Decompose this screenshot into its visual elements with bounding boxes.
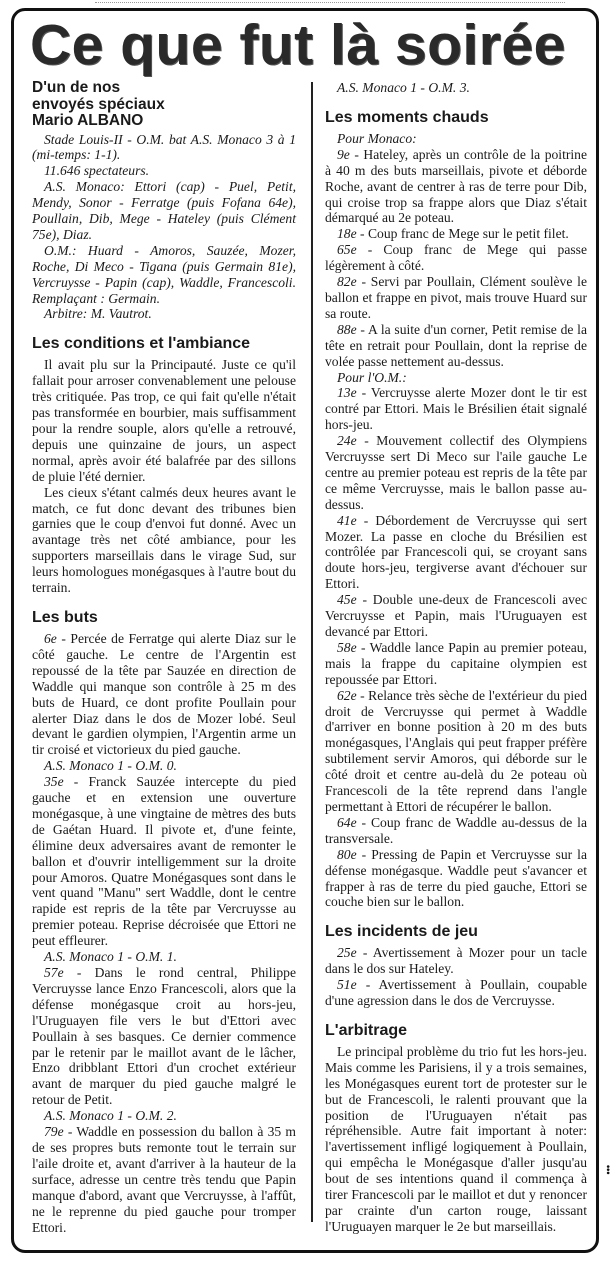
moment-text: - Hateley, après un contrôle de la poitrine à 40 m des buts marseillais, pivote et déborde Roche, avant de centrer à ras de terre pour Dib, qui croise trop sa frappe alors que Diaz s'était démarqué au 2e poteau. bbox=[325, 146, 587, 226]
moment-minute: 82e bbox=[337, 274, 357, 290]
moment-text: - Coup franc de Mege sur le petit filet. bbox=[356, 226, 569, 242]
moment-minute: 88e bbox=[337, 321, 357, 337]
moment-entry bbox=[325, 242, 587, 274]
refereeing-paragraph: Le principal problème du trio fut les hors-jeu. Mais comme les Parisiens, il y a trois semaines, les Monégasques eurent tort de protester sur le but de Francescoli, le ralenti prouvant que la position de l'Uruguayen n'était pas répréhensible. Autre fait important à noter: l'avertissement infligé logiquement à Poullain, qui empêcha le Monégasque d'aller jusqu'au bout de ses intentions quand il commença à tirer Francescoli par le maillot et dut y renoncer par crainte d'un carton rouge, laissant l'Uruguayen marquer le 2e but marseillais. bbox=[325, 1043, 587, 1234]
om-subheading: Pour l'O.M.: bbox=[337, 369, 407, 385]
moment-minute: 62e bbox=[337, 687, 357, 703]
incident-entry bbox=[325, 977, 587, 1009]
moment-minute: 24e bbox=[337, 433, 357, 449]
byline-line-1: D'un de nos bbox=[32, 79, 121, 96]
goal-minute: 6e bbox=[44, 630, 57, 646]
moment-text: - Coup franc de Mege qui passe légèrement à côté. bbox=[325, 242, 587, 274]
goal-entry bbox=[32, 774, 296, 949]
moment-text: - Waddle lance Papin au premier poteau, mais la frappe du capitaine olympien est repoussée par Ettori. bbox=[325, 639, 587, 687]
moment-minute: 64e bbox=[337, 814, 357, 830]
moment-entry bbox=[325, 147, 587, 227]
moment-text: - Mouvement collectif des Olympiens Vercruysse sert Di Meco sur l'aile gauche Le centre au premier poteau est repris de la tête par ce même Vercruysse, mais le ballon passe au-dessus. bbox=[325, 433, 587, 512]
moment-entry bbox=[325, 592, 587, 640]
moment-text: - Coup franc de Waddle au-dessus de la transversale. bbox=[325, 814, 587, 846]
referee-name: Arbitre: M. Vautrot. bbox=[44, 306, 152, 322]
moment-entry bbox=[325, 815, 587, 847]
byline-author: Mario ALBANO bbox=[32, 112, 144, 129]
goal-minute: 35e bbox=[44, 774, 64, 790]
byline-line-2: envoyés spéciaux bbox=[32, 95, 165, 113]
goal-minute: 57e bbox=[44, 965, 64, 980]
moment-minute: 65e bbox=[337, 242, 357, 258]
moment-entry bbox=[325, 322, 587, 370]
moment-entry bbox=[325, 640, 587, 688]
section-title-conditions: Les conditions et l'ambiance bbox=[32, 335, 251, 353]
moment-entry bbox=[325, 226, 587, 242]
goal-score: A.S. Monaco 1 - O.M. 3. bbox=[337, 80, 470, 95]
margin-mark: ••• bbox=[603, 1165, 613, 1175]
section-title-goals: Les buts bbox=[32, 608, 98, 626]
moment-entry bbox=[325, 433, 587, 513]
goal-score: A.S. Monaco 1 - O.M. 2. bbox=[44, 1108, 177, 1124]
section-title-incidents: Les incidents de jeu bbox=[325, 923, 478, 941]
om-lineup: O.M.: Huard - Amoros, Sauzée, Mozer, Roche, Di Meco - Tigana (puis Germain 81e), Vercruysse - Papin (cap), Waddle, Francescoli. Remplaçant : Germain. bbox=[32, 242, 296, 306]
headline: Ce que fut là soirée bbox=[30, 13, 566, 77]
moment-text: - Pressing de Papin et Vercruysse sur la défense monégasque. Waddle peut s'avancer et frapper à ras de terre du pied gauche, Ettori se couche bien sur le ballon. bbox=[325, 846, 587, 910]
goal-entry bbox=[32, 965, 296, 1108]
moment-minute: 41e bbox=[337, 512, 357, 528]
left-column bbox=[32, 80, 296, 1235]
goal-text: - Waddle en possession du ballon à 35 m de ses propres buts remonte tout le terrain sur l'aile droite et, avant d'arriver à la hauteur de la surface, adresse un centre très tendu que Papin manque d'abord, avant que Vercruysse, à l'affût, ne le reprenne du pied gauche pour tromper Ettori. bbox=[32, 1124, 296, 1235]
column-divider bbox=[311, 82, 313, 1222]
moment-entry bbox=[325, 513, 587, 593]
goal-score: A.S. Monaco 1 - O.M. 0. bbox=[44, 758, 177, 774]
moment-text: - A la suite d'un corner, Petit remise de la tête en retrait pour Poullain, dont la reprise de volée passe nettement au-dessus. bbox=[325, 321, 587, 369]
incident-minute: 51e bbox=[337, 977, 357, 993]
moment-text: - Débordement de Vercruysse qui sert Mozer. La passe en cloche du Brésilien est contrôlée par Francescoli qui, se croyant sans doute hors-jeu, tergiverse avant d'échouer sur Ettori. bbox=[325, 512, 587, 592]
moment-minute: 80e bbox=[337, 846, 357, 862]
moment-text: - Vercruysse alerte Mozer dont le tir est contré par Ettori. Mais le Brésilien était signalé hors-jeu. bbox=[325, 385, 587, 433]
moment-minute: 18e bbox=[337, 226, 357, 242]
moment-text: - Relance très sèche de l'extérieur du pied droit de Vercruysse qui permet à Waddle d'arriver en bonne position à 20 m des buts monégasques, l'Anglais qui peut frapper préfère subtilement servir Amoros, qui déborde sur le côté droit et centre au-delà du 2e poteau où Francescoli de la tête reprend dans l'angle permettant à Ettori de récupérer le ballon. bbox=[325, 687, 587, 814]
moment-text: - Servi par Poullain, Clément soulève le ballon et frappe en pivot, mais trouve Huard sur sa route. bbox=[325, 274, 587, 321]
conditions-paragraph: Il avait plu sur la Principauté. Juste ce qu'il fallait pour arroser convenablement une pelouse très critiquée. Pas trop, ce qui fait qu'elle n'était pas transformée en bourbier, mais suffisamment pour la rendre souple, alors qu'elle a retrouvé, depuis une quinzaine de jours, un aspect normal, après avoir été balafrée par des sillons de pluie l'été dernier. bbox=[32, 357, 296, 484]
goal-entry bbox=[32, 631, 296, 758]
conditions-paragraph: Les cieux s'étant calmés deux heures avant le match, ce fut donc devant des tribunes bien garnies que le coup d'envoi fut donné. Avec un avantage très net côté ambiance, pour les supporters marseillais dans le virage Sud, sur leurs homologues monégasques à l'autre bout du terrain. bbox=[32, 484, 296, 596]
goal-text: - Dans le rond central, Philippe Vercruysse lance Enzo Francescoli, alors que la défense monégasque croit au hors-jeu, l'Uruguayen file vers le but d'Ettori avec Poullain à ses basques. Ce dernier commence par le retenir par le maillot avant de le lâcher, Enzo dribblant Ettori d'un crochet extérieur avant de marquer du pied gauche malgré le retour de Petit. bbox=[32, 965, 296, 1108]
moment-text: - Double une-deux de Francescoli avec Vercruysse et Papin, mais l'Uruguayen est devancé par Ettori. bbox=[325, 592, 587, 639]
right-column bbox=[325, 80, 587, 1235]
clipping-top-edge bbox=[95, 2, 565, 5]
incident-minute: 25e bbox=[337, 945, 357, 961]
match-result: Stade Louis-II - O.M. bat A.S. Monaco 3 à 1 (mi-temps: 1-1). bbox=[32, 131, 296, 163]
moment-minute: 13e bbox=[337, 385, 357, 401]
goal-score: A.S. Monaco 1 - O.M. 1. bbox=[44, 949, 177, 965]
goal-text: - Percée de Ferratge qui alerte Diaz sur le côté gauche. Le centre de l'Argentin est repoussé de la tête par Sauzée en direction de Waddle qui manque son contrôle à 25 m des buts de Huard, ce dont profite Poullain pour alerter Diaz dans le dos de Mozer lobé. Seul devant le gardien olympien, l'Argentin arme un tir croisé et victorieux du pied gauche. bbox=[32, 630, 296, 758]
incident-entry bbox=[325, 945, 587, 977]
moment-minute: 58e bbox=[337, 639, 357, 655]
goal-text: - Franck Sauzée intercepte du pied gauche et en extension une ouverture monégasque, à une vingtaine de mètres des buts de Gaétan Huard. Il pivote et, d'une feinte, élimine deux adversaires avant de remonter le ballon et d'ouvrir intelligemment sur la droite pour Amoros. Quatre Monégasques sont dans le vent quand "Manu" sert Waddle, dont le centre rapide est repris de la tête par Vercruysse au premier poteau. Reprise décroisée que Ettori ne peut effleurer. bbox=[32, 774, 296, 949]
monaco-lineup: A.S. Monaco: Ettori (cap) - Puel, Petit, Mendy, Sonor - Ferratge (puis Fofana 64e), Poullain, Dib, Mege - Hateley (puis Clément 75e), Diaz. bbox=[32, 179, 296, 242]
section-title-hot-moments: Les moments chauds bbox=[325, 108, 489, 126]
goal-minute: 79e bbox=[44, 1124, 64, 1140]
moment-minute: 9e bbox=[337, 146, 350, 162]
match-attendance: 11.646 spectateurs. bbox=[44, 163, 150, 179]
section-title-refereeing: L'arbitrage bbox=[325, 1021, 408, 1039]
moment-entry bbox=[325, 847, 587, 911]
goal-entry bbox=[32, 1124, 296, 1235]
incident-text: - Avertissement à Poullain, coupable d'une agression dans le dos de Vercruysse. bbox=[325, 977, 587, 1009]
moment-entry bbox=[325, 385, 587, 433]
moment-minute: 45e bbox=[337, 592, 357, 608]
moment-entry bbox=[325, 688, 587, 815]
byline bbox=[32, 80, 296, 130]
incident-text: - Avertissement à Mozer pour un tacle dans le dos sur Hateley. bbox=[325, 945, 587, 977]
moment-entry bbox=[325, 274, 587, 322]
monaco-subheading: Pour Monaco: bbox=[337, 130, 417, 146]
